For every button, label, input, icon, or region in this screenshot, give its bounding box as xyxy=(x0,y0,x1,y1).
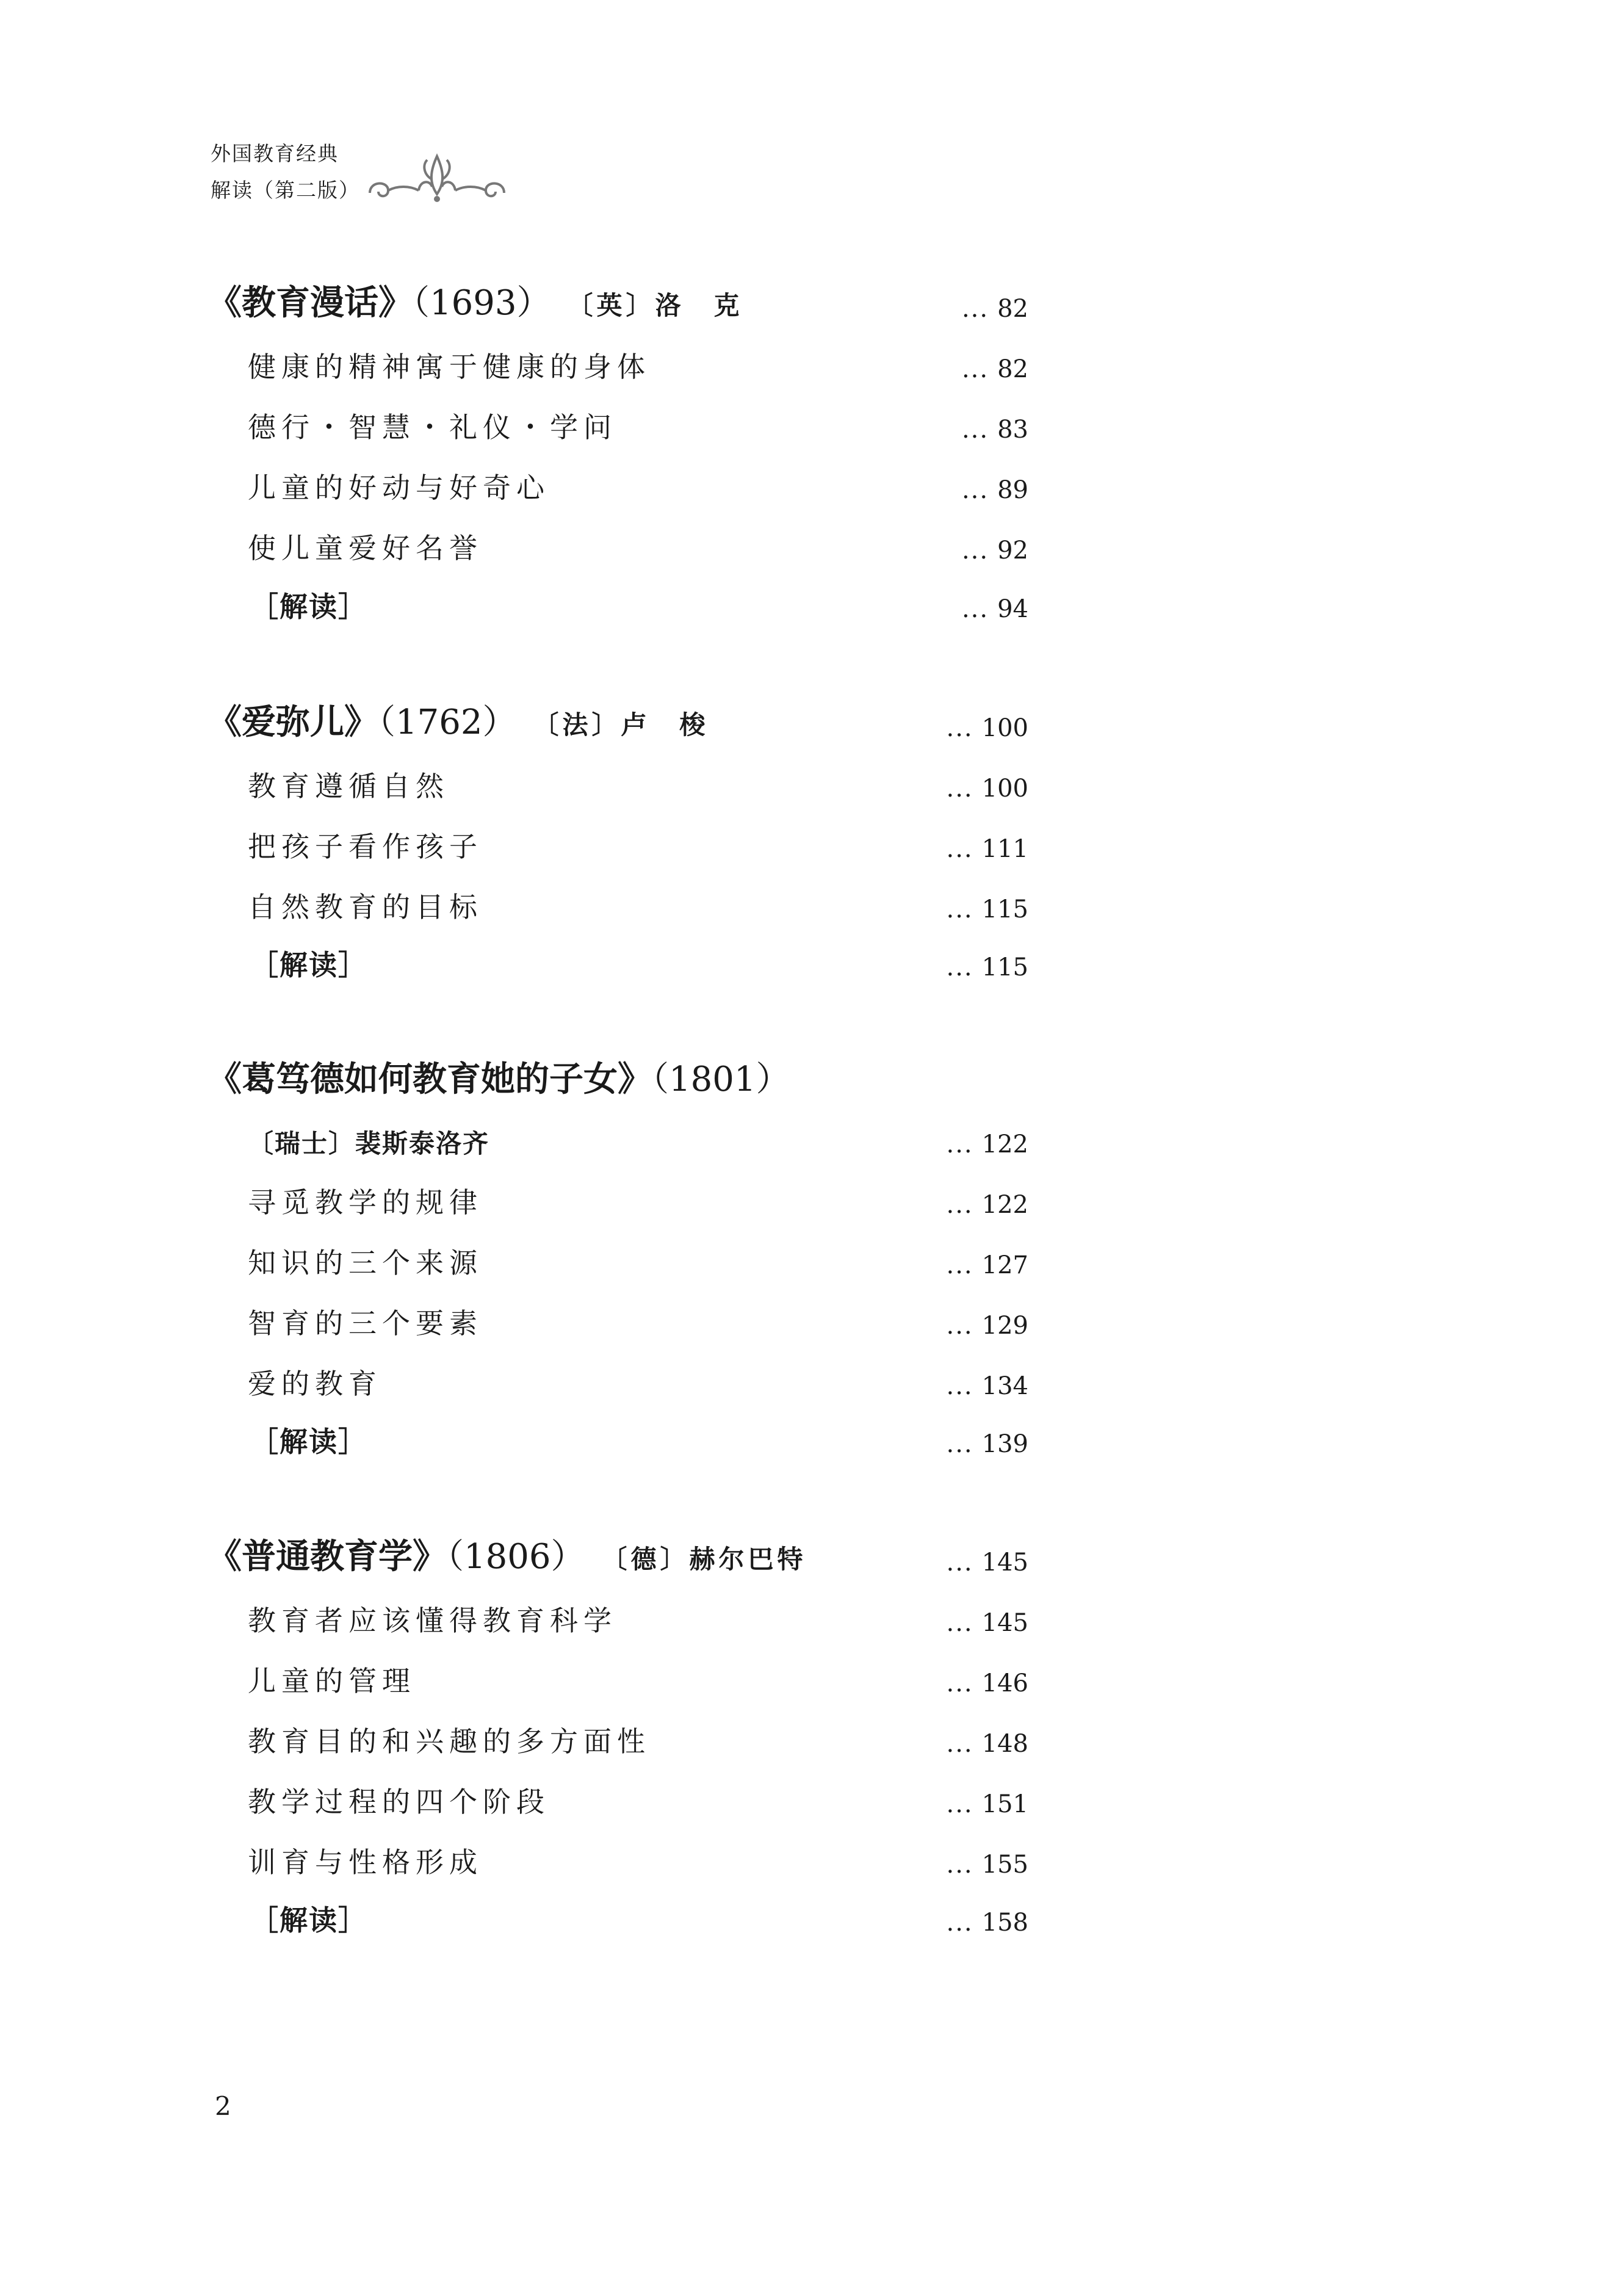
heading-label xyxy=(208,284,743,322)
book-author: 〔德〕赫尔巴特 xyxy=(614,1544,807,1575)
book-title: 《爱弥儿》 xyxy=(208,702,378,743)
page-ref: ... 134 xyxy=(946,1372,1028,1400)
entry-label: 教育遵循自然 xyxy=(248,770,449,803)
page-number-ref: 127 xyxy=(981,1251,1028,1279)
entry-label: 爱的教育 xyxy=(248,1367,382,1401)
heading-label xyxy=(208,704,709,742)
page-number-ref: 92 xyxy=(997,537,1028,565)
page-ref: ... 122 xyxy=(946,1191,1028,1219)
book-title: 《葛笃德如何教育她的子女》 xyxy=(208,1059,652,1100)
toc-entry-interpretation[interactable] xyxy=(208,938,1028,981)
series-title: 外国教育经典 xyxy=(211,142,339,165)
page-number-ref: 151 xyxy=(981,1790,1028,1818)
page-number-ref: 148 xyxy=(981,1730,1028,1758)
page-ref: ... 115 xyxy=(946,953,1028,981)
entry-label: 自然教育的目标 xyxy=(248,891,483,924)
page-ref: ... 100 xyxy=(946,775,1028,803)
heading-label xyxy=(208,1538,807,1576)
entry-label: 教育目的和兴趣的多方面性 xyxy=(248,1725,651,1759)
toc-entry[interactable] xyxy=(208,1715,1028,1757)
toc-heading-education-talk[interactable] xyxy=(208,280,1028,322)
toc-entry-interpretation[interactable] xyxy=(208,580,1028,623)
page-ref: ... 92 xyxy=(961,537,1028,565)
entry-label: 寻觅教学的规律 xyxy=(248,1186,483,1220)
page-number-ref: 158 xyxy=(981,1909,1028,1937)
page-number-ref: 111 xyxy=(981,835,1028,863)
entry-label: 教育者应该懂得教育科学 xyxy=(248,1604,617,1638)
page-ref: ... 122 xyxy=(946,1130,1028,1158)
entry-label: 智育的三个要素 xyxy=(248,1307,483,1340)
page-ref: ... 89 xyxy=(961,476,1028,504)
page-number-ref: 122 xyxy=(981,1130,1028,1158)
toc-entry[interactable] xyxy=(208,759,1028,802)
page-number-ref: 134 xyxy=(981,1372,1028,1400)
page-number-ref: 139 xyxy=(981,1430,1028,1458)
page-ref: ... 129 xyxy=(946,1312,1028,1340)
page-number-ref: 83 xyxy=(997,416,1028,444)
page-ref: ... 82 xyxy=(961,355,1028,383)
page-ref: ... 151 xyxy=(946,1790,1028,1818)
entry-label: ［解读］ xyxy=(250,1425,367,1459)
book-year: （1801） xyxy=(652,1060,790,1100)
entry-label: 知识的三个来源 xyxy=(248,1246,483,1280)
book-author: 〔法〕卢 梭 xyxy=(546,710,709,740)
toc-entry[interactable] xyxy=(208,1357,1028,1400)
book-year: （1762） xyxy=(378,703,517,743)
page-ref: ... 127 xyxy=(946,1251,1028,1279)
toc-entry[interactable] xyxy=(208,1296,1028,1339)
page-ref: ... 94 xyxy=(961,595,1028,623)
toc-heading-gertrude[interactable] xyxy=(208,1056,1028,1099)
entry-label: 儿童的管理 xyxy=(248,1665,416,1698)
page-number-ref: 100 xyxy=(981,775,1028,803)
toc-entry-interpretation[interactable] xyxy=(208,1893,1028,1936)
entry-label: 把孩子看作孩子 xyxy=(248,830,483,864)
entry-label: ［解读］ xyxy=(250,1904,367,1937)
toc-entry[interactable] xyxy=(208,880,1028,923)
book-title: 《普通教育学》 xyxy=(208,1536,447,1577)
toc-author-line[interactable] xyxy=(208,1115,1028,1158)
book-title: 《教育漫话》 xyxy=(208,283,413,324)
page-ref: ... 158 xyxy=(946,1909,1028,1937)
entry-label: 儿童的好动与好奇心 xyxy=(248,471,550,505)
toc-heading-emile[interactable] xyxy=(208,699,1028,742)
entry-label: ［解读］ xyxy=(250,590,367,624)
entry-label: 教学过程的四个阶段 xyxy=(248,1785,550,1819)
scroll-ornament-icon xyxy=(364,150,510,205)
page-number-ref: 129 xyxy=(981,1312,1028,1340)
page-number-ref: 115 xyxy=(981,953,1028,981)
toc-entry-interpretation[interactable] xyxy=(208,1415,1028,1458)
page-number-ref: 145 xyxy=(981,1609,1028,1637)
page-ref: ... 145 xyxy=(946,1609,1028,1637)
entry-label: 德行・智慧・礼仪・学问 xyxy=(248,411,617,444)
book-year: （1806） xyxy=(447,1537,585,1577)
page-number-ref: 146 xyxy=(981,1669,1028,1697)
page-ref: ... 82 xyxy=(961,295,1028,323)
page-number-ref: 115 xyxy=(981,895,1028,924)
page-ref: ... 145 xyxy=(946,1549,1028,1577)
toc-entry[interactable] xyxy=(208,400,1028,443)
page-ref: ... 100 xyxy=(946,714,1028,742)
entry-label: 训育与性格形成 xyxy=(248,1846,483,1879)
page-number-ref: 94 xyxy=(997,595,1028,623)
heading-label xyxy=(208,1061,790,1099)
toc-entry[interactable] xyxy=(208,1176,1028,1218)
toc-entry[interactable] xyxy=(208,340,1028,383)
toc-entry[interactable] xyxy=(208,1236,1028,1279)
page-number-ref: 100 xyxy=(981,714,1028,742)
book-year: （1693） xyxy=(413,283,551,324)
page-number-ref: 155 xyxy=(981,1851,1028,1879)
book-author: 〔瑞士〕裴斯泰洛齐 xyxy=(248,1128,490,1158)
toc-entry[interactable] xyxy=(208,1654,1028,1697)
page-ref: ... 155 xyxy=(946,1851,1028,1879)
entry-label: 使儿童爱好名誉 xyxy=(248,532,483,565)
page-ref: ... 115 xyxy=(946,895,1028,924)
book-author: 〔英〕洛 克 xyxy=(580,291,743,321)
page-ref: ... 111 xyxy=(946,835,1028,863)
page-number-ref: 82 xyxy=(997,355,1028,383)
running-head xyxy=(211,136,510,209)
page-number: 2 xyxy=(215,2091,231,2121)
page-ref: ... 83 xyxy=(961,416,1028,444)
entry-label: ［解读］ xyxy=(250,949,367,982)
toc-entry[interactable] xyxy=(208,521,1028,564)
series-subtitle: 解读（第二版） xyxy=(211,178,360,202)
page-ref: ... 146 xyxy=(946,1669,1028,1697)
page-number-ref: 145 xyxy=(981,1549,1028,1577)
page-number-ref: 89 xyxy=(997,476,1028,504)
page-ref: ... 148 xyxy=(946,1730,1028,1758)
page-number-ref: 122 xyxy=(981,1191,1028,1219)
toc-entry[interactable] xyxy=(208,461,1028,504)
page-number-ref: 82 xyxy=(997,295,1028,323)
toc-entry[interactable] xyxy=(208,820,1028,862)
page-ref: ... 139 xyxy=(946,1430,1028,1458)
toc-entry[interactable] xyxy=(208,1835,1028,1878)
toc-heading-general-pedagogy[interactable] xyxy=(208,1533,1028,1576)
toc-entry[interactable] xyxy=(208,1594,1028,1636)
toc-entry[interactable] xyxy=(208,1775,1028,1818)
entry-label: 健康的精神寓于健康的身体 xyxy=(248,350,651,384)
series-subtitle-line xyxy=(211,172,510,209)
